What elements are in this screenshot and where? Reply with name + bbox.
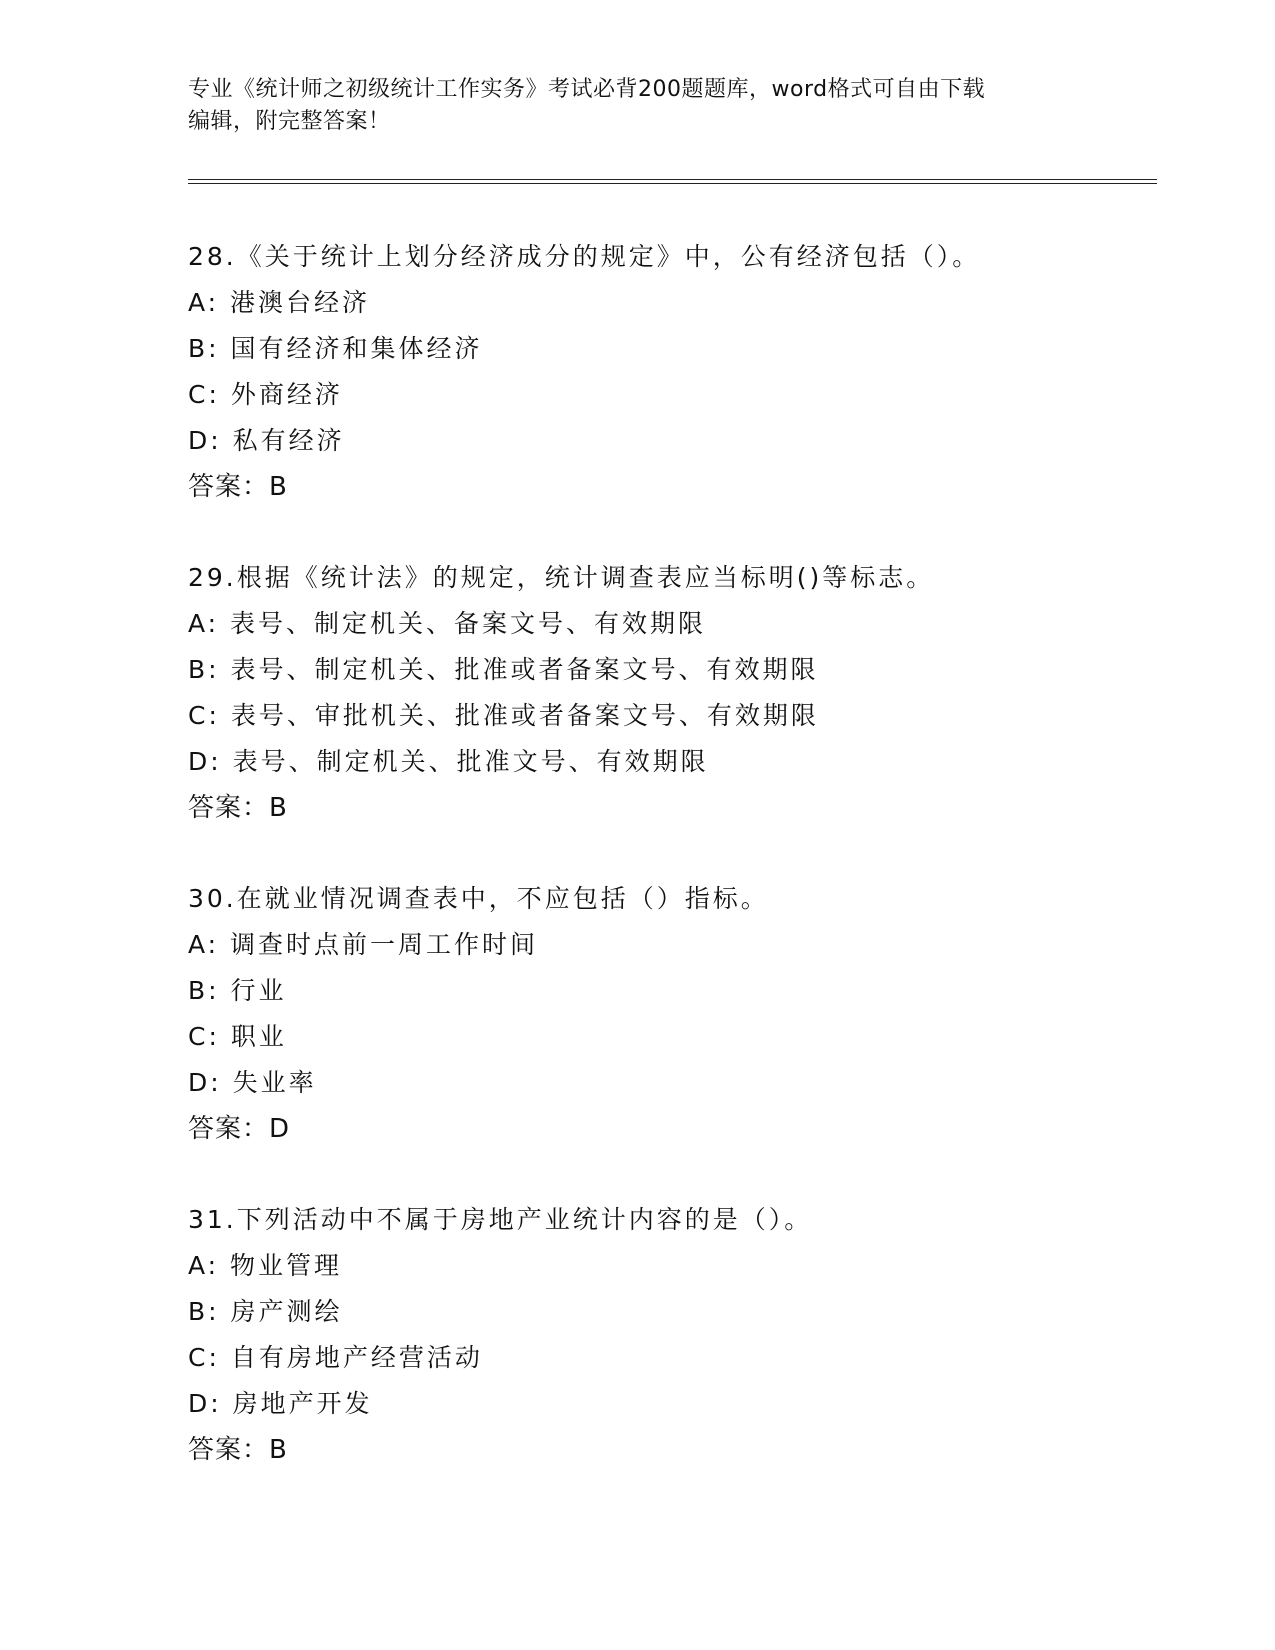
option-a: A: 物业管理 bbox=[188, 1251, 343, 1280]
option-c: C: 外商经济 bbox=[188, 380, 343, 409]
option-b: B: 国有经济和集体经济 bbox=[188, 334, 483, 363]
option-c: C: 职业 bbox=[188, 1022, 287, 1051]
question-29 bbox=[188, 555, 1148, 831]
question-title: 28.《关于统计上划分经济成分的规定》中，公有经济包括（）。 bbox=[188, 242, 981, 271]
option-a: A: 表号、制定机关、备案文号、有效期限 bbox=[188, 609, 707, 638]
question-title: 29.根据《统计法》的规定，统计调查表应当标明()等标志。 bbox=[188, 563, 935, 592]
option-b: B: 表号、制定机关、批准或者备案文号、有效期限 bbox=[188, 655, 819, 684]
option-d: D: 失业率 bbox=[188, 1068, 317, 1097]
question-31 bbox=[188, 1197, 1148, 1473]
header-divider-bottom bbox=[188, 183, 1157, 184]
answer: 答案：B bbox=[188, 793, 288, 823]
answer: 答案：D bbox=[188, 1114, 291, 1144]
document-header bbox=[188, 74, 1108, 138]
answer: 答案：B bbox=[188, 472, 288, 502]
option-a: A: 调查时点前一周工作时间 bbox=[188, 930, 539, 959]
answer: 答案：B bbox=[188, 1435, 288, 1465]
question-28 bbox=[188, 234, 1148, 510]
header-line-2: 编辑，附完整答案！ bbox=[188, 109, 391, 134]
question-title: 30.在就业情况调查表中，不应包括（）指标。 bbox=[188, 884, 769, 913]
option-d: D: 表号、制定机关、批准文号、有效期限 bbox=[188, 747, 709, 776]
option-c: C: 表号、审批机关、批准或者备案文号、有效期限 bbox=[188, 701, 819, 730]
question-title: 31.下列活动中不属于房地产业统计内容的是（）。 bbox=[188, 1205, 813, 1234]
option-d: D: 私有经济 bbox=[188, 426, 345, 455]
option-a: A: 港澳台经济 bbox=[188, 288, 371, 317]
header-divider-top bbox=[188, 179, 1157, 180]
question-30 bbox=[188, 876, 1148, 1152]
option-d: D: 房地产开发 bbox=[188, 1389, 373, 1418]
option-b: B: 房产测绘 bbox=[188, 1297, 343, 1326]
option-b: B: 行业 bbox=[188, 976, 287, 1005]
header-line-1: 专业《统计师之初级统计工作实务》考试必背200题题库，word格式可自由下载 bbox=[188, 77, 986, 102]
option-c: C: 自有房地产经营活动 bbox=[188, 1343, 483, 1372]
